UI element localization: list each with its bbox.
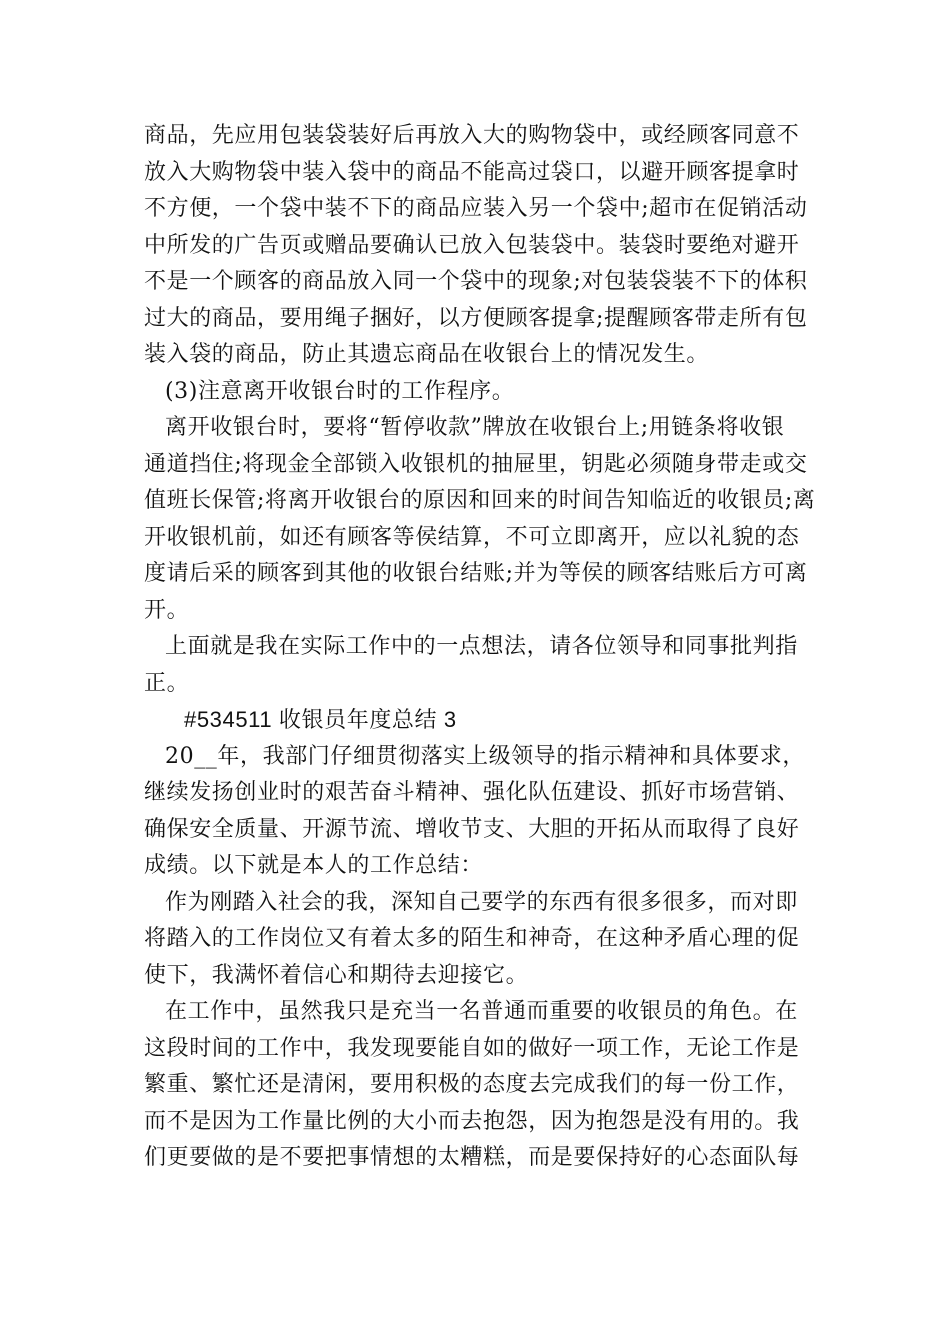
text-line: 过大的商品，要用绳子捆好，以方便顾客提拿;提醒顾客带走所有包 (144, 305, 808, 331)
paragraph-new-to-society (144, 885, 808, 995)
text-line: 成绩。以下就是本人的工作总结： (144, 853, 484, 878)
text-line: 开。 (144, 597, 190, 623)
text-line: 确保安全质量、开源节流、增收节支、大胆的开拓从而取得了良好 (144, 816, 800, 842)
text-line: 度请后采的顾客到其他的收银台结账;并为等侯的顾客结账后方可离 (144, 561, 808, 586)
text-line: 使下，我满怀着信心和期待去迎接它。 (144, 962, 529, 988)
text-line: 开收银机前，如还有顾客等侯结算，不可立即离开，应以礼貌的态 (144, 524, 800, 550)
text-line: 离开收银台时，要将“暂停收款”牌放在收银台上;用链条将收银 (165, 415, 785, 440)
text-line: 不是一个顾客的商品放入同一个袋中的现象;对包装袋装不下的体积 (144, 269, 808, 294)
paragraph-year-summary (144, 739, 808, 885)
text-line: 作为刚踏入社会的我，深知自己要学的东西有很多很多，而对即 (165, 889, 798, 915)
text-line: 商品，先应用包装袋装好后再放入大的购物袋中，或经顾客同意不 (144, 123, 800, 148)
text-line: 不方便，一个袋中装不下的商品应装入另一个袋中;超市在促销活动 (144, 196, 808, 221)
text-line: 20__年，我部门仔细贯彻落实上级领导的指示精神和具体要求， (165, 743, 805, 769)
paragraph-closing (144, 629, 808, 702)
text-line: 装入袋的商品，防止其遗忘商品在收银台上的情况发生。 (144, 342, 710, 367)
text-line: 们更要做的是不要把事情想的太糟糕，而是要保持好的心态面队每 (144, 1145, 800, 1170)
paragraph-leaving-counter (144, 410, 816, 629)
text-line: 在工作中，虽然我只是充当一名普通而重要的收银员的角色。在 (165, 999, 798, 1024)
text-line: 繁重、繁忙还是清闲，要用积极的态度去完成我们的每一份工作， (144, 1072, 800, 1097)
text-line: 中所发的广告页或赠品要确认已放入包装袋中。装袋时要绝对避开 (144, 232, 800, 258)
text-line: 而不是因为工作量比例的大小而去抱怨，因为抱怨是没有用的。我 (144, 1108, 800, 1134)
paragraph-packing (144, 118, 808, 374)
paragraph-at-work (144, 994, 808, 1177)
text-line: 放入大购物袋中装入袋中的商品不能高过袋口，以避开顾客提拿时 (144, 159, 800, 185)
item-3-title: (3)注意离开收银台时的工作程序。 (165, 378, 515, 404)
text-line: 继续发扬创业时的艰苦奋斗精神、强化队伍建设、抓好市场营销、 (144, 780, 800, 805)
text-line: 通道挡住;将现金全部锁入收银机的抽屉里，钥匙必须随身带走或交 (144, 451, 808, 477)
text-line: 值班长保管;将离开收银台的原因和回来的时间告知临近的收银员;离 (144, 488, 816, 513)
text-line: 将踏入的工作岗位又有着太多的陌生和神奇，在这种矛盾心理的促 (144, 926, 800, 951)
text-line: 上面就是我在实际工作中的一点想法，请各位领导和同事批判指 (165, 634, 798, 659)
text-line: 正。 (144, 670, 190, 696)
document-body (144, 118, 816, 1177)
section-heading: #534511 收银员年度总结 3 (184, 707, 457, 732)
text-line: 这段时间的工作中，我发现要能自如的做好一项工作，无论工作是 (144, 1035, 800, 1061)
